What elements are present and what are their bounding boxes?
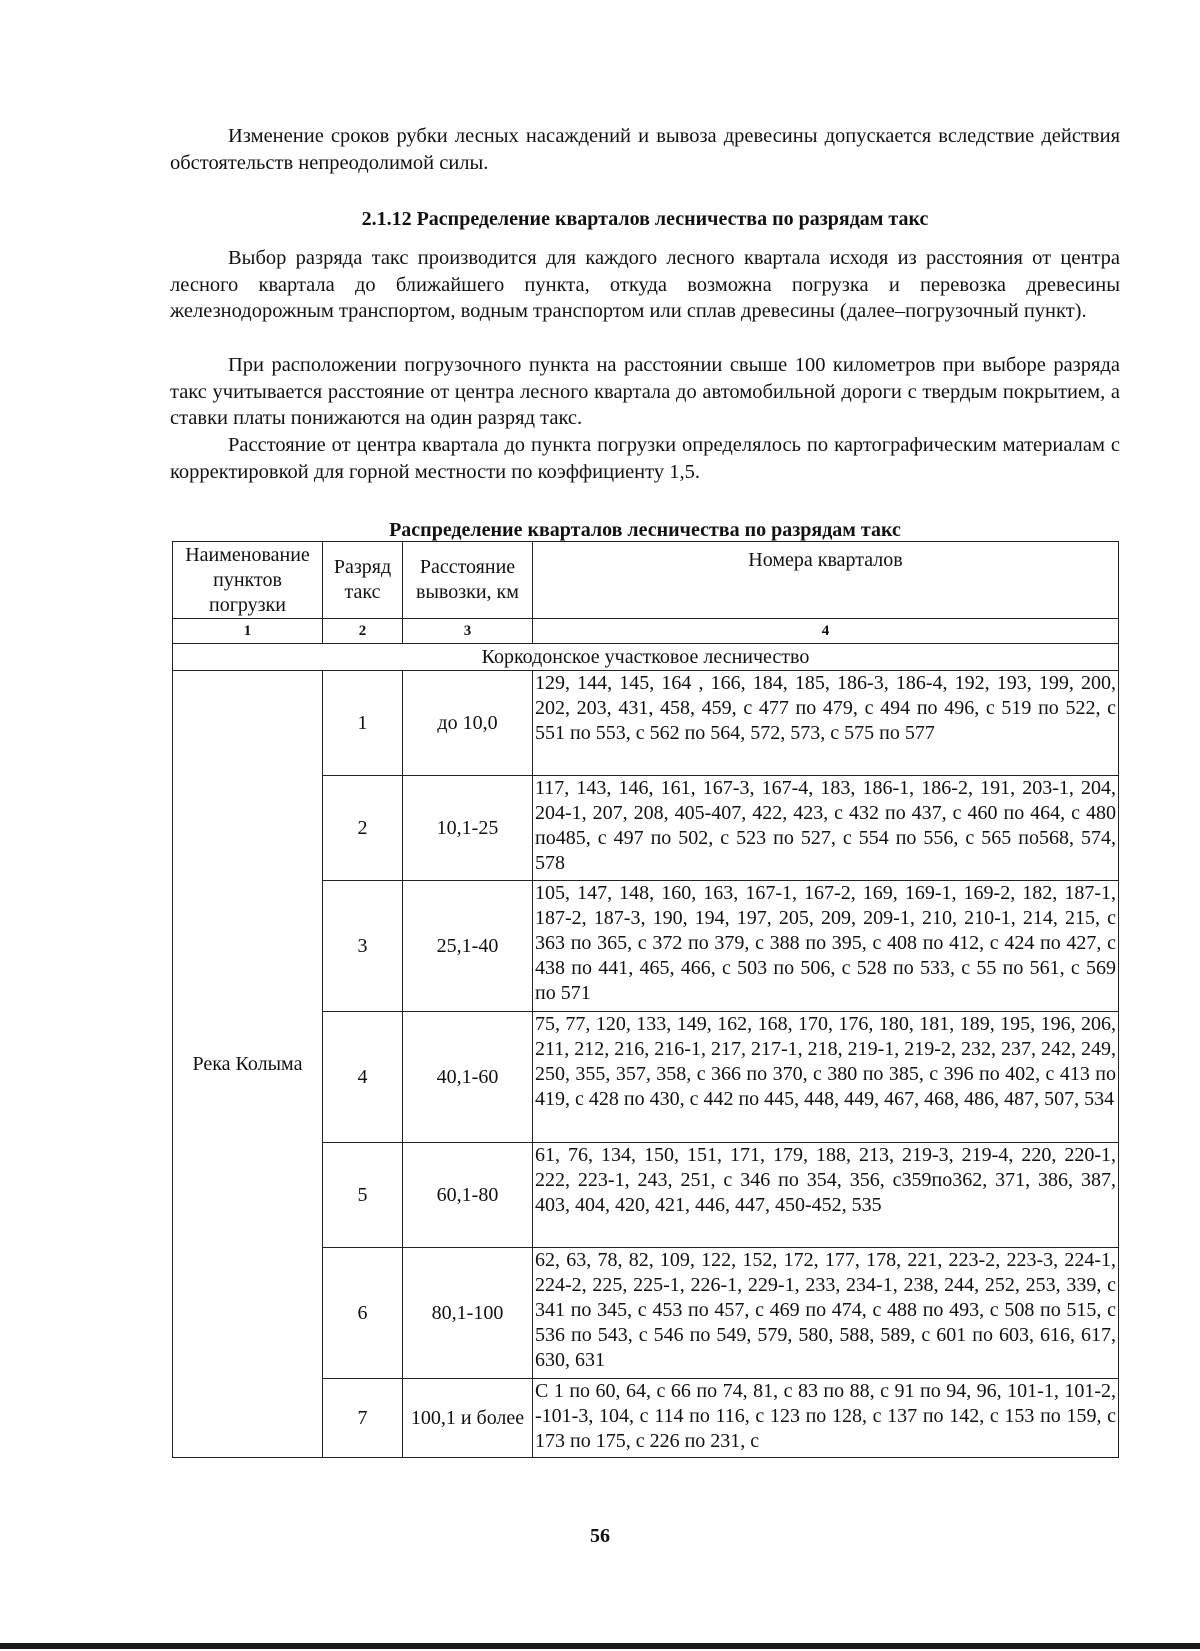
table-header-row xyxy=(173,542,1119,619)
quarters-cell: 105, 147, 148, 160, 163, 167-1, 167-2, 169, 169-1, 169-2, 182, 187-1, 187-2, 187-3, 190, 194, 197, 205, 209, 209-1, 210, 210-1, 214, 215, с 363 по 365, с 372 по 379, с 388 по 395, с 408 по 412, с 424 по 427, с 438 по 441, 465, 466, с 503 по 506, с 528 по 533, с 55 по 561, с 569 по 571 xyxy=(533,881,1119,1012)
paragraph-distance-determination: Расстояние от центра квартала до пункта погрузки определялось по картографическим материалам с корректировкой для горной местности по коэффициенту 1,5. xyxy=(170,434,1120,483)
page-number: 56 xyxy=(590,1525,610,1547)
section-heading: 2.1.12 Распределение кварталов лесничества по разрядам такс xyxy=(361,208,929,230)
rank-cell: 2 xyxy=(323,776,403,881)
header-loading-points: Наименование пунктов погрузки xyxy=(173,542,323,619)
distance-cell: 100,1 и более xyxy=(403,1379,533,1458)
intro-paragraph: Изменение сроков рубки лесных насаждений и вывоза древесины допускается вследствие действия обстоятельств непреодолимой силы. xyxy=(170,125,1120,174)
distance-cell: 25,1-40 xyxy=(403,881,533,1012)
header-tax-rank: Разряд такс xyxy=(323,542,403,619)
distance-cell: 10,1-25 xyxy=(403,776,533,881)
header-distance: Расстояние вывозки, км xyxy=(403,542,533,619)
rank-cell: 6 xyxy=(323,1248,403,1379)
forestry-name: Коркодонское участковое лесничество xyxy=(173,644,1119,671)
forestry-row xyxy=(173,644,1119,671)
quarters-cell: 117, 143, 146, 161, 167-3, 167-4, 183, 186-1, 186-2, 191, 203-1, 204, 204-1, 207, 208, 405-407, 422, 423, с 432 по 437, с 460 по 464, с 480 по485, с 497 по 502, с 523 по 527, с 554 по 556, с 565 по568, 574, 578 xyxy=(533,776,1119,881)
loading-point-name: Река Колыма xyxy=(173,671,323,1458)
column-number-row xyxy=(173,619,1119,644)
quarters-cell: С 1 по 60, 64, с 66 по 74, 81, с 83 по 88, с 91 по 94, 96, 101-1, 101-2, -101-3, 104, с 114 по 116, с 123 по 128, с 137 по 142, с 153 по 159, с 173 по 175, с 226 по 231, с xyxy=(533,1379,1119,1458)
header-quarter-numbers: Номера кварталов xyxy=(533,542,1119,619)
column-number: 4 xyxy=(533,619,1119,644)
rank-cell: 5 xyxy=(323,1143,403,1248)
paragraph-tax-rank-selection: Выбор разряда такс производится для каждого лесного квартала исходя из расстояния от центра лесного квартала до ближайшего пункта, откуда возможна погрузка и перевозка древесины железнодорожным транспортом, водным транспортом или сплав древесины (далее–погрузочный пункт). xyxy=(170,247,1120,322)
column-number: 1 xyxy=(173,619,323,644)
quarters-cell: 62, 63, 78, 82, 109, 122, 152, 172, 177, 178, 221, 223-2, 223-3, 224-1, 224-2, 225, 225-1, 226-1, 229-1, 233, 234-1, 238, 244, 252, 253, 339, с 341 по 345, с 453 по 457, с 469 по 474, с 488 по 493, с 508 по 515, с 536 по 543, с 546 по 549, 579, 580, 588, 589, с 601 по 603, 616, 617, 630, 631 xyxy=(533,1248,1119,1379)
rank-cell: 3 xyxy=(323,881,403,1012)
bottom-scan-edge xyxy=(0,1643,1200,1649)
quarters-cell: 75, 77, 120, 133, 149, 162, 168, 170, 176, 180, 181, 189, 195, 196, 206, 211, 212, 216, 216-1, 217, 217-1, 218, 219-1, 219-2, 232, 237, 242, 249, 250, 355, 357, 358, с 366 по 370, с 380 по 385, с 396 по 402, с 413 по 419, с 428 по 430, с 442 по 445, 448, 449, 467, 468, 486, 487, 507, 534 xyxy=(533,1012,1119,1143)
quarters-cell: 61, 76, 134, 150, 151, 171, 179, 188, 213, 219-3, 219-4, 220, 220-1, 222, 223-1, 243, 251, с 346 по 354, 356, с359по362, 371, 386, 387, 403, 404, 420, 421, 446, 447, 450-452, 535 xyxy=(533,1143,1119,1248)
tax-rank-table xyxy=(172,541,1119,1458)
distance-cell: 60,1-80 xyxy=(403,1143,533,1248)
paragraph-loading-point-distance: При расположении погрузочного пункта на расстоянии свыше 100 километров при выборе разряда такс учитывается расстояние от центра лесного квартала до автомобильной дороги с твердым покрытием, а ставки платы понижаются на один разряд такс. xyxy=(170,354,1120,429)
distance-cell: 80,1-100 xyxy=(403,1248,533,1379)
column-number: 3 xyxy=(403,619,533,644)
column-number: 2 xyxy=(323,619,403,644)
rank-cell: 7 xyxy=(323,1379,403,1458)
rank-cell: 1 xyxy=(323,671,403,776)
table-title: Распределение кварталов лесничества по разрядам такс xyxy=(389,519,901,541)
distance-cell: 40,1-60 xyxy=(403,1012,533,1143)
quarters-cell: 129, 144, 145, 164 , 166, 184, 185, 186-3, 186-4, 192, 193, 199, 200, 202, 203, 431, 458, 459, с 477 по 479, с 494 по 496, с 519 по 522, с 551 по 553, с 562 по 564, 572, 573, с 575 по 577 xyxy=(533,671,1119,776)
rank-cell: 4 xyxy=(323,1012,403,1143)
distance-cell: до 10,0 xyxy=(403,671,533,776)
table-row xyxy=(173,671,1119,776)
